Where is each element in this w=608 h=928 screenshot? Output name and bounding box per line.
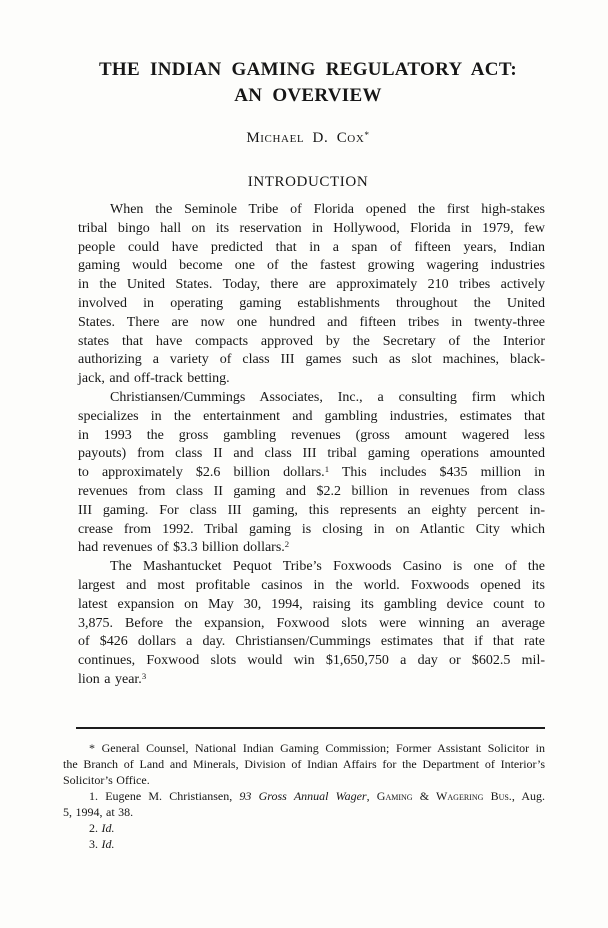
footnote-reference: 1: [324, 464, 330, 475]
text-line: [78, 615, 545, 634]
text-run: Id.: [101, 821, 115, 835]
text-line: [78, 427, 545, 446]
text-run: 93 Gross Annual Wager: [239, 789, 367, 803]
text-line: [78, 408, 545, 427]
text-run: continues, Foxwood slots would win $1,650,750 a day or $602.5 mil-: [78, 653, 545, 669]
text-line: [78, 351, 545, 370]
text-run: authorizing a variety of class III games such as slot machines, black-: [78, 352, 545, 368]
text-line: [78, 652, 545, 671]
paragraph-introduction-2: [78, 389, 545, 558]
text-line: [78, 257, 545, 276]
text-line: [63, 772, 545, 788]
text-run: , Aug.: [511, 789, 546, 803]
text-line: [63, 836, 545, 852]
text-run: lion a year.: [78, 671, 142, 687]
text-line: [78, 445, 545, 464]
text-run: ,: [366, 789, 377, 803]
section-heading: INTRODUCTION: [247, 174, 369, 190]
author-footnote-mark: *: [364, 130, 370, 141]
text-line: [78, 539, 545, 558]
text-run: the Branch of Land and Minerals, Division of Indian Affairs for the Department of Interior’s: [63, 757, 545, 771]
text-line: [63, 804, 545, 820]
text-run: When the Seminole Tribe of Florida opened the first high-stakes: [110, 202, 545, 217]
text-run: Solicitor’s Office.: [63, 773, 150, 787]
text-run: tribal bingo hall on its reservation in Hollywood, Florida in 1979, few: [78, 220, 545, 236]
title-line-1: THE INDIAN GAMING REGULATORY ACT:: [98, 59, 518, 80]
text-run: Gaming & Wagering Bus.: [376, 789, 512, 803]
footnote-reference: 3: [141, 671, 147, 682]
text-run: crease from 1992. Tribal gaming is closing in on Atlantic City which: [78, 521, 545, 537]
text-run: Christiansen/Cummings Associates, Inc., a consulting firm which: [110, 389, 545, 405]
text-run: States. There are now one hundred and fifteen tribes in twenty-three: [78, 314, 545, 330]
text-run: in 1993 the gross gambling revenues (gross amount wagered less: [78, 427, 545, 443]
text-run: 5, 1994, at 38.: [63, 805, 134, 819]
paragraph-introduction-1: [78, 201, 545, 389]
text-run: states that have compacts approved by the Secretary of the Interior: [78, 333, 545, 349]
text-run: 3.: [89, 837, 102, 851]
text-line: [78, 521, 545, 540]
text-line: [63, 740, 545, 756]
author-name: Michael D. Cox: [246, 130, 365, 146]
text-run: of $426 dollars a day. Christiansen/Cummings estimates that if that rate: [78, 634, 545, 650]
text-run: Id.: [101, 837, 115, 851]
text-line: [78, 633, 545, 652]
text-run: gaming would become one of the fastest growing wagering industries: [78, 258, 545, 274]
author-byline: [72, 130, 544, 147]
article-body: [78, 201, 545, 690]
text-run: people could have predicted that in a span of fifteen years, Indian: [78, 239, 545, 255]
text-run: 3,875. Before the expansion, Foxwood slots were winning an average: [78, 615, 545, 631]
text-line: [63, 820, 545, 836]
text-line: [78, 502, 545, 521]
text-run: involved in operating gaming establishments throughout the United: [78, 295, 545, 311]
text-line: [78, 558, 545, 577]
text-line: [78, 370, 545, 389]
text-run: latest expansion on May 30, 1994, raising its gambling device count to: [78, 596, 545, 612]
text-run: payouts) from class II and class III tribal gaming operations amounted: [78, 446, 545, 462]
text-line: [78, 333, 545, 352]
text-line: [78, 483, 545, 502]
title-line-2: AN OVERVIEW: [234, 85, 382, 106]
text-run: largest and most profitable casinos in the world. Foxwoods opened its: [78, 577, 545, 593]
text-line: [78, 671, 545, 690]
article-header: [72, 57, 544, 191]
text-line: [63, 756, 545, 772]
text-line: [78, 220, 545, 239]
text-line: [78, 596, 545, 615]
text-run: The Mashantucket Pequot Tribe’s Foxwoods Casino is one of the: [110, 559, 545, 575]
text-run: to approximately $2.6 billion dollars.: [78, 465, 325, 481]
footnote-separator: [76, 727, 545, 729]
text-line: [78, 201, 545, 220]
footnote-1: [63, 788, 545, 820]
text-run: III gaming. For class III gaming, this represents an eighty percent in-: [78, 502, 545, 518]
article-title: [72, 57, 544, 109]
text-run: 1. Eugene M. Christiansen,: [89, 789, 240, 803]
text-run: in the United States. Today, there are approximately 210 tribes actively: [78, 277, 545, 293]
text-run: * General Counsel, National Indian Gaming Commission; Former Assistant Solicitor in: [89, 741, 545, 755]
footnote-2: [63, 820, 545, 836]
text-run: This includes $435 million in: [329, 465, 545, 481]
text-run: 2.: [89, 821, 102, 835]
text-run: jack, and off-track betting.: [78, 371, 230, 387]
paragraph-introduction-3: [78, 558, 545, 690]
footnotes-block: [63, 740, 545, 852]
footnote-star: [63, 740, 545, 788]
footnote-3: [63, 836, 545, 852]
text-line: [78, 276, 545, 295]
text-line: [78, 464, 545, 483]
text-line: [78, 577, 545, 596]
text-run: had revenues of $3.3 billion dollars.: [78, 540, 285, 556]
text-line: [63, 788, 545, 804]
text-run: revenues from class II gaming and $2.2 billion in revenues from class: [78, 483, 545, 499]
text-line: [78, 389, 545, 408]
text-line: [78, 295, 545, 314]
text-line: [78, 239, 545, 258]
footnote-reference: 2: [284, 539, 290, 550]
text-run: specializes in the entertainment and gambling industries, estimates that: [78, 408, 545, 424]
text-line: [78, 314, 545, 333]
